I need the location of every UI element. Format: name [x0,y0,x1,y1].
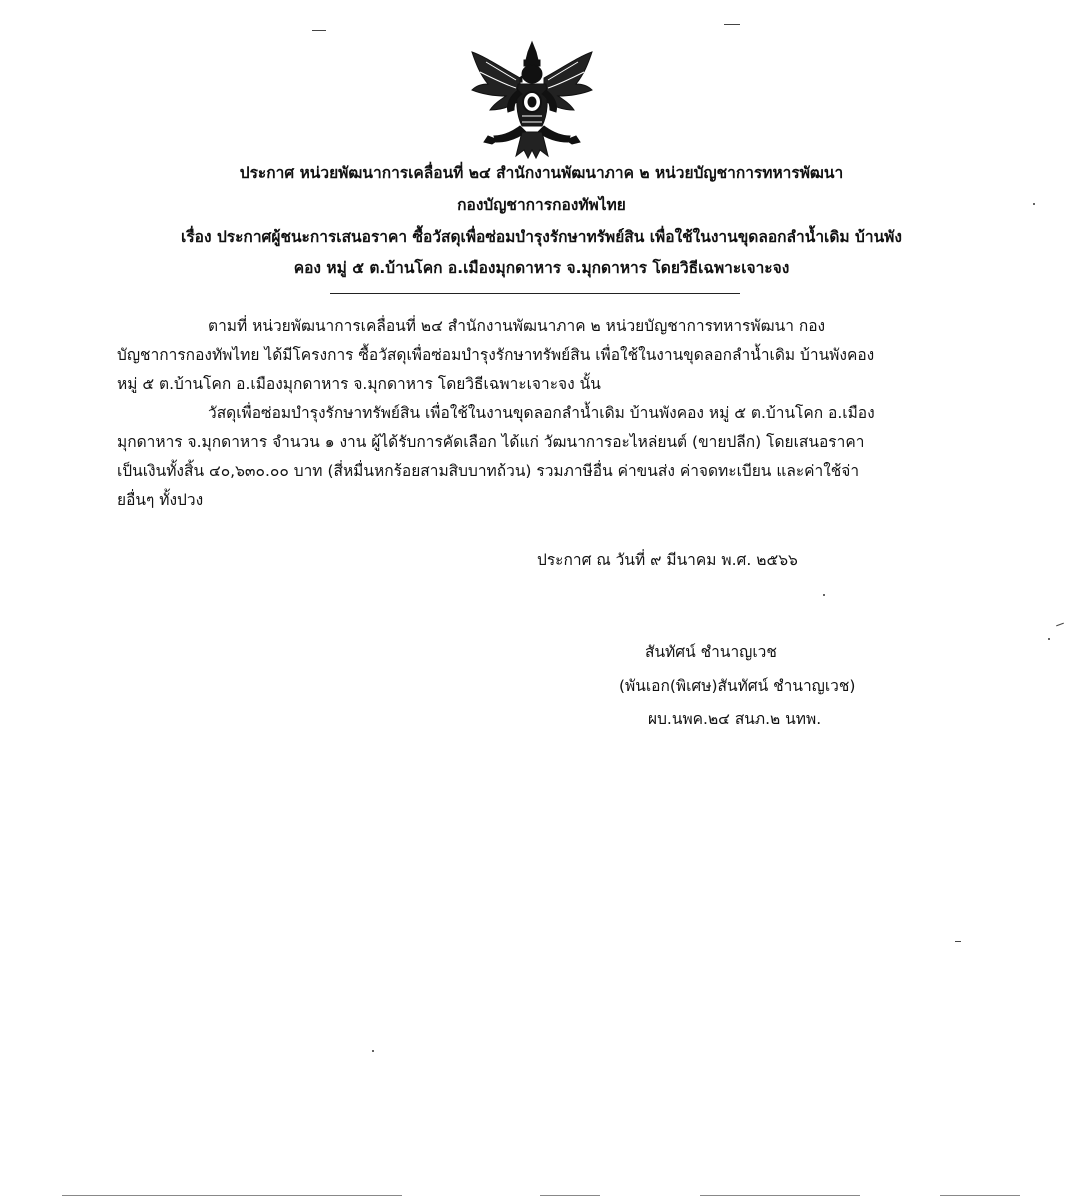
heading-line-2: กองบัญชาการกองทัพไทย [457,196,626,214]
scan-speck [372,1050,374,1052]
scan-edge-line [62,1195,402,1196]
heading-divider [330,293,740,294]
para2-line-1: วัสดุเพื่อซ่อมบำรุงรักษาทรัพย์สิน เพื่อใช้ในงานขุดลอกลำน้ำเดิม บ้านพังคอง หมู่ ๕ ต.บ้านโคก อ.เมือง [208,404,875,422]
announce-date: ประกาศ ณ วันที่ ๙ มีนาคม พ.ศ. ๒๕๖๖ [537,551,798,569]
garuda-emblem-icon [466,38,598,160]
para2-line-2: มุกดาหาร จ.มุกดาหาร จำนวน ๑ งาน ผู้ได้รับการคัดเลือก ได้แก่ วัฒนาการอะไหล่ยนต์ (ขายปลีก) โดยเสนอราคา [117,433,865,451]
para2-line-3: เป็นเงินทั้งสิ้น ๔๐,๖๓๐.๐๐ บาท (สี่หมื่นหกร้อยสามสิบบาทถ้วน) รวมภาษีอื่น ค่าขนส่ง ค่าจดทะเบียน และค่าใช้จ่า [117,462,860,480]
scan-speck [955,941,961,942]
scan-edge-line [940,1195,1020,1196]
subject-line-2: คอง หมู่ ๕ ต.บ้านโคก อ.เมืองมุกดาหาร จ.มุกดาหาร โดยวิธีเฉพาะเจาะจง [293,259,790,277]
signature-full-name: (พันเอก(พิเศษ)สันทัศน์ ชำนาญเวช) [619,677,856,695]
scan-speck [1033,203,1035,205]
para1-line-2: บัญชาการกองทัพไทย ได้มีโครงการ ซื้อวัสดุเพื่อซ่อมบำรุงรักษาทรัพย์สิน เพื่อใช้ในงานขุดลอกลำน้ำเดิม บ้านพังคอง [117,346,875,364]
scan-speck [823,594,825,596]
scan-speck [312,30,326,31]
signature-name: สันทัศน์ ชำนาญเวช [645,643,777,661]
scan-speck [1048,638,1050,640]
heading-line-1: ประกาศ หน่วยพัฒนาการเคลื่อนที่ ๒๔ สำนักงานพัฒนาภาค ๒ หน่วยบัญชาการทหารพัฒนา [239,164,844,182]
signature-position: ผบ.นพค.๒๔ สนภ.๒ นทพ. [648,710,822,728]
para1-line-3: หมู่ ๕ ต.บ้านโคก อ.เมืองมุกดาหาร จ.มุกดาหาร โดยวิธีเฉพาะเจาะจง นั้น [117,375,601,393]
para1-line-1: ตามที่ หน่วยพัฒนาการเคลื่อนที่ ๒๔ สำนักงานพัฒนาภาค ๒ หน่วยบัญชาการทหารพัฒนา กอง [208,317,826,335]
scan-speck [724,24,740,25]
scan-edge-line [700,1195,860,1196]
scan-edge-line [540,1195,600,1196]
scan-speck [1056,623,1064,627]
para2-line-4: ยอื่นๆ ทั้งปวง [117,491,204,509]
subject-line-1: เรื่อง ประกาศผู้ชนะการเสนอราคา ซื้อวัสดุเพื่อซ่อมบำรุงรักษาทรัพย์สิน เพื่อใช้ในงานขุดลอกลำน้ำเดิม บ้านพัง [181,228,902,246]
